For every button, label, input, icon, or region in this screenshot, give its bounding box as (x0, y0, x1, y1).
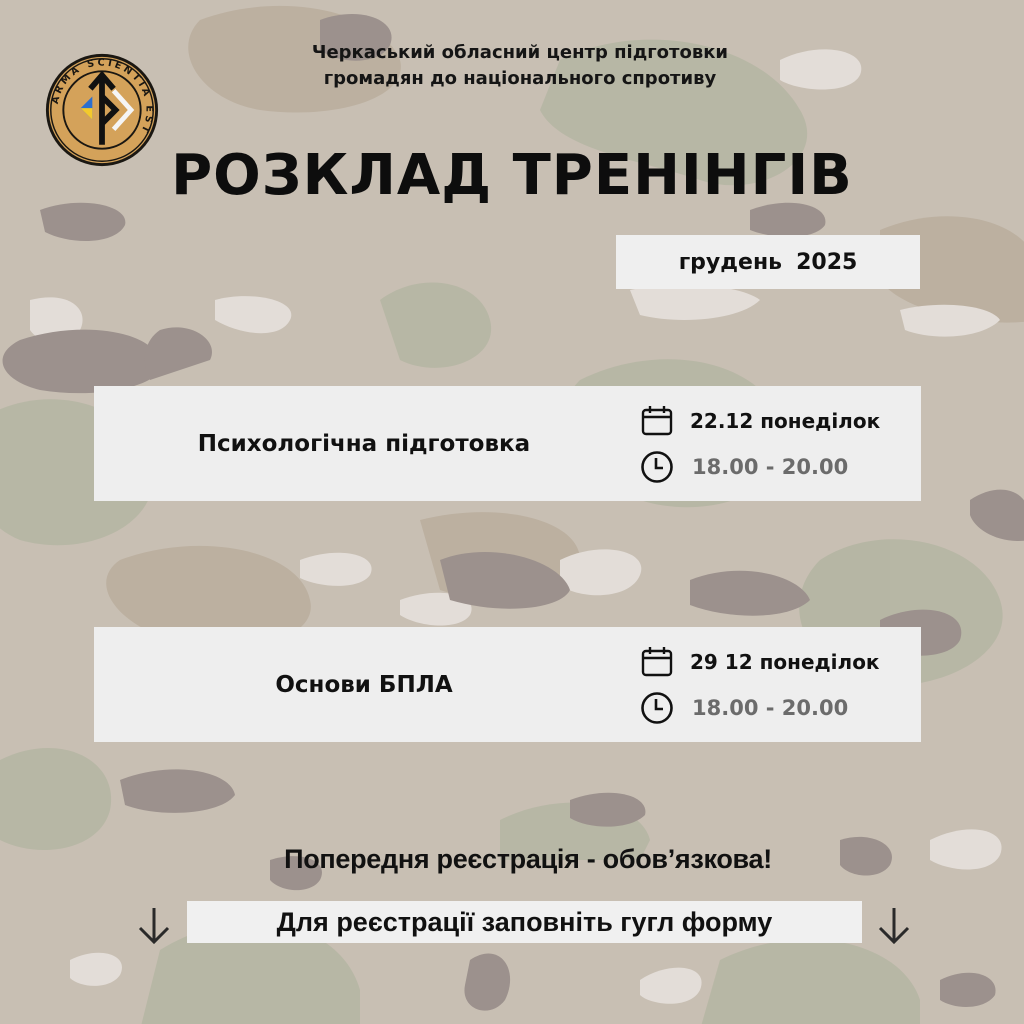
calendar-icon (640, 404, 674, 438)
session-title: Основи БПЛА (275, 671, 453, 698)
session-date: 22.12 понеділок (690, 408, 881, 433)
org-line-1: Черкаський обласний центр підготовки (311, 42, 729, 63)
period-badge (616, 235, 920, 289)
google-form-cta[interactable]: Для реєстрації заповніть гугл форму (187, 901, 862, 943)
org-line-2: громадян до національного спротиву (323, 68, 717, 89)
session-time-row (640, 691, 880, 725)
period-month: грудень (678, 249, 783, 275)
session-time-row (640, 450, 880, 484)
period-year: 2025 (796, 249, 858, 275)
session-date: 29 12 понеділок (690, 649, 880, 674)
session-date-row (640, 404, 880, 438)
session-card (94, 627, 921, 742)
session-date-row (640, 645, 880, 679)
session-meta (640, 386, 880, 501)
session-meta (640, 627, 880, 742)
registration-notice: Попередня реєстрація - обов’язкова! (284, 844, 772, 874)
session-time: 18.00 - 20.00 (692, 695, 849, 720)
organization-name (250, 40, 790, 92)
svg-text:ARMA SCIENTIA EST: ARMA SCIENTIA EST (49, 57, 155, 137)
session-time: 18.00 - 20.00 (692, 454, 849, 479)
arrow-down-icon (872, 904, 916, 948)
session-title: Психологічна підготовка (197, 430, 531, 457)
session-card (94, 386, 921, 501)
clock-icon (640, 691, 674, 725)
clock-icon (640, 450, 674, 484)
page-title: РОЗКЛАД ТРЕНІНГІВ (171, 143, 853, 208)
calendar-icon (640, 645, 674, 679)
arrow-down-icon (132, 904, 176, 948)
